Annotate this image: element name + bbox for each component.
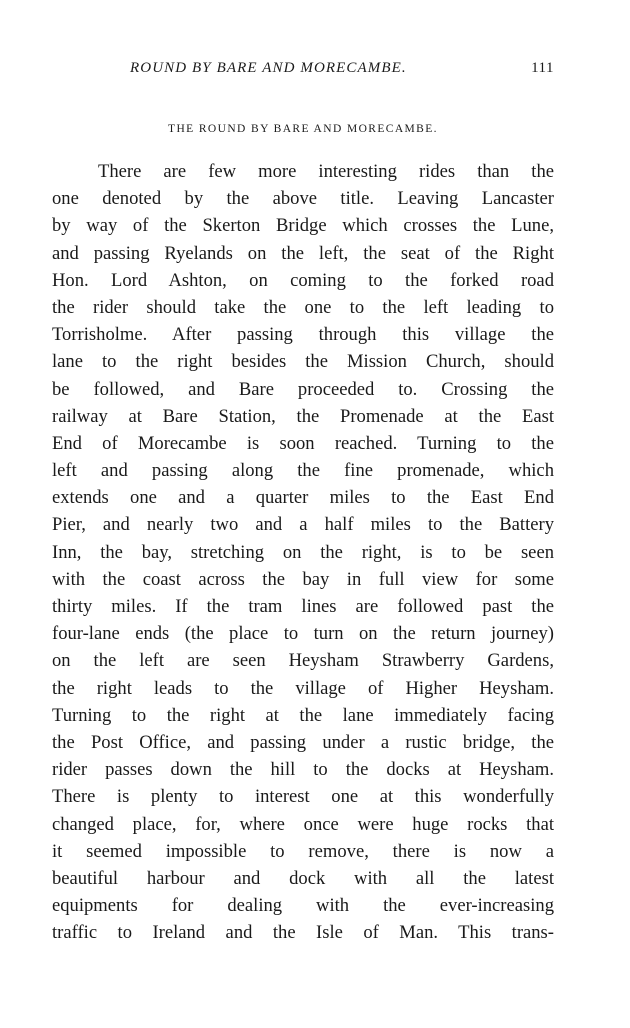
body-paragraph bbox=[52, 158, 554, 946]
text-line: End of Morecambe is soon reached. Turning to the bbox=[52, 432, 554, 454]
text-line: railway at Bare Station, the Promenade at the East bbox=[52, 405, 554, 427]
running-title: ROUND BY BARE AND MORECAMBE. bbox=[130, 60, 407, 76]
text-line: left and passing along the fine promenade, which bbox=[52, 460, 554, 482]
text-line: rider passes down the hill to the docks at Heysham. bbox=[52, 759, 554, 781]
text-line: by way of the Skerton Bridge which crosses the Lune, bbox=[52, 215, 554, 237]
text-line: and passing Ryelands on the left, the seat of the Right bbox=[52, 242, 554, 264]
text-line: be followed, and Bare proceeded to. Crossing the bbox=[52, 378, 554, 400]
text-line: There is plenty to interest one at this wonderfully bbox=[52, 786, 554, 808]
text-line: thirty miles. If the tram lines are followed past the bbox=[52, 596, 554, 617]
text-line: changed place, for, where once were huge rocks that bbox=[52, 813, 554, 835]
text-line: on the left are seen Heysham Strawberry Gardens, bbox=[52, 650, 554, 672]
text-line: extends one and a quarter miles to the East End bbox=[52, 487, 554, 509]
text-line: There are few more interesting rides than the bbox=[98, 161, 554, 182]
text-line: four-lane ends (the place to turn on the return journey) bbox=[52, 623, 554, 645]
text-line: lane to the right besides the Mission Church, should bbox=[52, 351, 554, 373]
text-line: traffic to Ireland and the Isle of Man. This trans- bbox=[52, 922, 554, 944]
text-line: with the coast across the bay in full view for some bbox=[52, 568, 554, 590]
text-line: Inn, the bay, stretching on the right, is to be seen bbox=[52, 541, 554, 563]
text-line: the right leads to the village of Higher Heysham. bbox=[52, 677, 554, 699]
text-line: the rider should take the one to the left leading to bbox=[52, 296, 554, 318]
text-line: the Post Office, and passing under a rustic bridge, the bbox=[52, 731, 554, 753]
text-line: equipments for dealing with the ever-increasing bbox=[52, 895, 554, 917]
text-line: it seemed impossible to remove, there is now a bbox=[52, 840, 554, 862]
text-line: one denoted by the above title. Leaving Lancaster bbox=[52, 188, 554, 210]
running-header bbox=[52, 60, 554, 86]
text-line: Hon. Lord Ashton, on coming to the forked road bbox=[52, 269, 554, 291]
text-line: beautiful harbour and dock with all the latest bbox=[52, 867, 554, 889]
page-number: 111 bbox=[531, 60, 554, 76]
text-line: Pier, and nearly two and a half miles to the Battery bbox=[52, 514, 554, 536]
text-line: Turning to the right at the lane immediately facing bbox=[52, 704, 554, 726]
text-line: Torrisholme. After passing through this village the bbox=[52, 324, 554, 346]
section-heading: THE ROUND BY BARE AND MORECAMBE. bbox=[168, 123, 438, 135]
